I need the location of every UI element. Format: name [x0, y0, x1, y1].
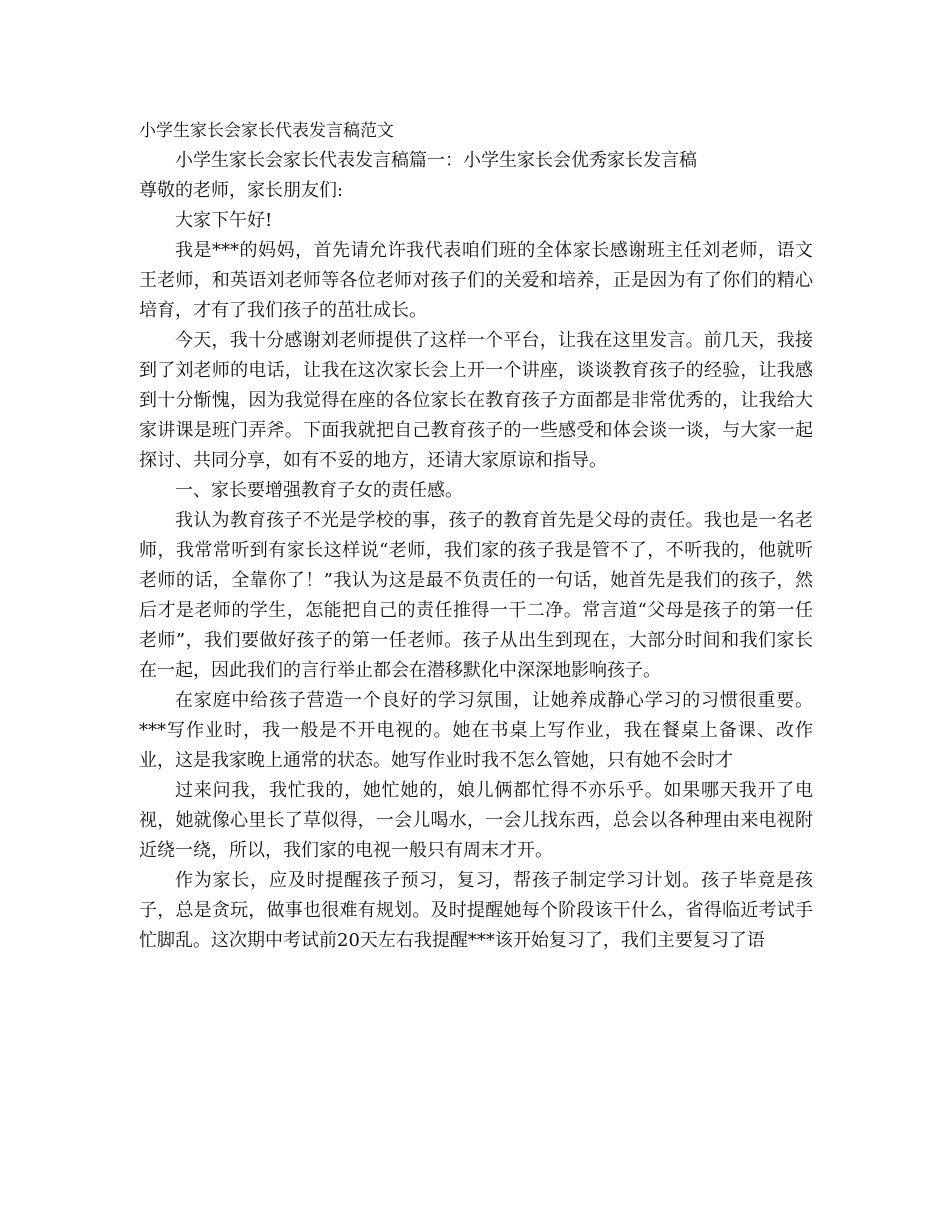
paragraph: 我是***的妈妈，首先请允许我代表咱们班的全体家长感谢班主任刘老师，语文王老师，和英语刘老师等各位老师对孩子们的关爱和培养，正是因为有了你们的精心培育，才有了我们孩子的茁壮成长。: [139, 240, 813, 321]
document-title: 小学生家长会家长代表发言稿范文: [139, 121, 394, 141]
section-heading: 一、家长要增强教育子女的责任感。: [175, 480, 463, 501]
paragraph: 我认为教育孩子不光是学校的事，孩子的教育首先是父母的责任。我也是一名老师，我常常听到有家长这样说“老师，我们家的孩子我是管不了，不听我的，他就听老师的话，全靠你了！”我认为这是最不负责任的一句话，她首先是我们的孩子，然后才是老师的学生，怎能把自己的责任推得一干二净。常言道“父母是孩子的第一任老师”，我们要做好孩子的第一任老师。孩子从出生到现在，大部分时间和我们家长在一起，因此我们的言行举止都会在潜移默化中深深地影响孩子。: [139, 510, 813, 681]
greeting: 大家下午好!: [175, 210, 273, 231]
salutation: 尊敬的老师，家长朋友们:: [139, 180, 344, 201]
paragraph: 过来问我，我忙我的，她忙她的，娘儿俩都忙得不亦乐乎。如果哪天我开了电视，她就像心里长了草似得，一会儿喝水，一会儿找东西，总会以各种理由来电视附近绕一绕，所以，我们家的电视一般只有周末才开。: [139, 780, 813, 861]
paragraph: 作为家长，应及时提醒孩子预习，复习，帮孩子制定学习计划。孩子毕竟是孩子，总是贪玩，做事也很难有规划。及时提醒她每个阶段该干什么，省得临近考试手忙脚乱。这次期中考试前20天左右我提醒***该开始复习了，我们主要复习了语: [139, 870, 813, 951]
paragraph: 在家庭中给孩子营造一个良好的学习氛围，让她养成静心学习的习惯很重要。***写作业时，我一般是不开电视的。她在书桌上写作业，我在餐桌上备课、改作业，这是我家晚上通常的状态。她写作业时我不怎么管她，只有她不会时才: [139, 690, 813, 771]
document-subtitle: 小学生家长会家长代表发言稿篇一：小学生家长会优秀家长发言稿: [175, 150, 697, 171]
paragraph: 今天，我十分感谢刘老师提供了这样一个平台，让我在这里发言。前几天，我接到了刘老师的电话，让我在这次家长会上开一个讲座，谈谈教育孩子的经验，让我感到十分惭愧，因为我觉得在座的各位家长在教育孩子方面都是非常优秀的，让我给大家讲课是班门弄斧。下面我就把自己教育孩子的一些感受和体会谈一谈，与大家一起探讨、共同分享，如有不妥的地方，还请大家原谅和指导。: [139, 330, 813, 471]
document-body: [139, 116, 813, 956]
